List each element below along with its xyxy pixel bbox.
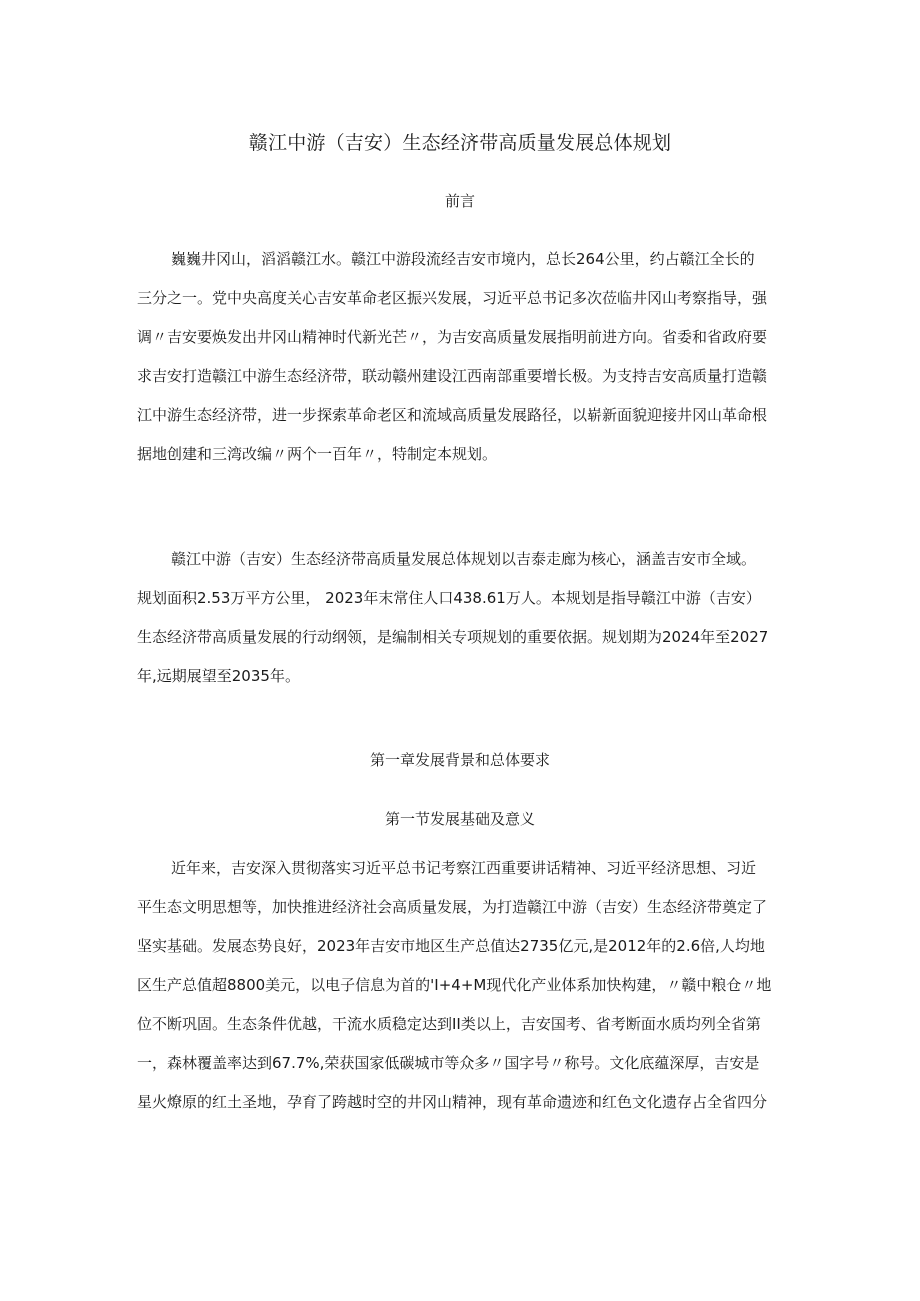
paragraph-line: 据地创建和三湾改编〃两个一百年〃，特制定本规划。: [137, 445, 498, 463]
paragraph-3: [137, 853, 782, 1126]
paragraph-line: 三分之一。党中央高度关心吉安革命老区振兴发展，习近平总书记多次莅临井冈山考察指导，强: [137, 289, 768, 307]
document-title: 赣江中游（吉安）生态经济带高质量发展总体规划: [248, 132, 672, 154]
paragraph-line: 规划面积2.53万平方公里， 2023年末常住人口438.61万人。本规划是指导赣江中游（吉安）: [137, 589, 761, 607]
preface-heading: 前言: [444, 192, 475, 210]
paragraph-line: 星火燎原的红土圣地，孕育了跨越时空的井冈山精神，现有革命遗迹和红色文化遗存占全省四分: [137, 1093, 768, 1111]
paragraph-line: 位不断巩固。生态条件优越，干流水质稳定达到II类以上，吉安国考、省考断面水质均列全省第: [137, 1015, 761, 1033]
paragraph-1: [137, 244, 782, 478]
paragraph-line: 江中游生态经济带，进一步探索革命老区和流域高质量发展路径，以崭新面貌迎接井冈山革命根: [137, 406, 768, 424]
paragraph-line: 生态经济带高质量发展的行动纲领，是编制相关专项规划的重要依据。规划期为2024年至2027: [137, 628, 769, 646]
paragraph-line: 巍巍井冈山，滔滔赣江水。赣江中游段流经吉安市境内，总长264公里，约占赣江全长的: [171, 250, 755, 268]
paragraph-2: [137, 544, 782, 700]
chapter-heading: 第一章发展背景和总体要求: [369, 751, 550, 769]
paragraph-line: 求吉安打造赣江中游生态经济带，联动赣州建设江西南部重要增长极。为支持吉安高质量打造赣: [137, 367, 768, 385]
paragraph-line: 近年来，吉安深入贯彻落实习近平总书记考察江西重要讲话精神、习近平经济思想、习近: [171, 859, 757, 877]
paragraph-line: 调〃吉安要焕发出井冈山精神时代新光芒〃，为吉安高质量发展指明前进方向。省委和省政府要: [137, 328, 768, 346]
paragraph-line: 区生产总值超8800美元，以电子信息为首的'I+4+M现代化产业体系加快构建，〃赣中粮仓〃地: [137, 976, 772, 994]
paragraph-line: 年,远期展望至2035年。: [137, 667, 300, 685]
paragraph-line: 一，森林覆盖率达到67.7%,荣获国家低碳城市等众多〃国字号〃称号。文化底蕴深厚，吉安是: [137, 1054, 760, 1072]
paragraph-line: 赣江中游（吉安）生态经济带高质量发展总体规划以吉泰走廊为核心，涵盖吉安市全域。: [171, 550, 757, 568]
paragraph-line: 坚实基础。发展态势良好，2023年吉安市地区生产总值达2735亿元,是2012年的2.6倍,人均地: [137, 937, 765, 955]
section-heading: 第一节发展基础及意义: [384, 810, 535, 828]
paragraph-line: 平生态文明思想等，加快推进经济社会高质量发展，为打造赣江中游（吉安）生态经济带奠定了: [137, 898, 768, 916]
